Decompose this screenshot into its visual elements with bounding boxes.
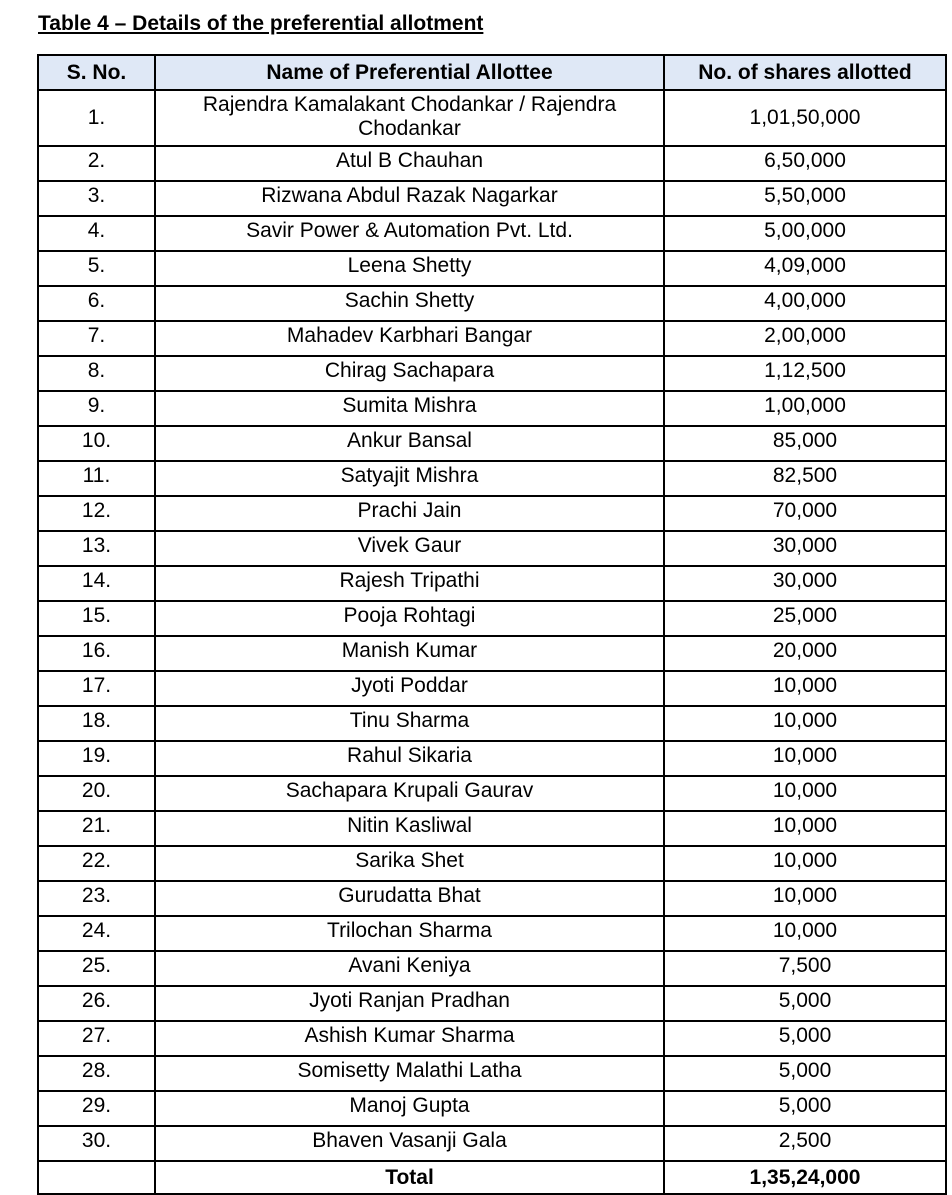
shares-cell: 1,12,500 bbox=[664, 356, 946, 391]
table-row bbox=[38, 916, 946, 951]
shares-cell: 5,50,000 bbox=[664, 181, 946, 216]
sno-cell: 22. bbox=[38, 846, 155, 881]
table-row bbox=[38, 181, 946, 216]
table-row bbox=[38, 531, 946, 566]
sno-cell: 12. bbox=[38, 496, 155, 531]
table-row bbox=[38, 811, 946, 846]
allottee-name-cell: Pooja Rohtagi bbox=[155, 601, 664, 636]
table-row bbox=[38, 251, 946, 286]
sno-cell: 21. bbox=[38, 811, 155, 846]
table-row bbox=[38, 636, 946, 671]
header-row bbox=[38, 55, 946, 90]
table-row bbox=[38, 741, 946, 776]
sno-cell: 3. bbox=[38, 181, 155, 216]
shares-cell: 10,000 bbox=[664, 916, 946, 951]
shares-cell: 10,000 bbox=[664, 881, 946, 916]
table-row bbox=[38, 461, 946, 496]
allottee-name-cell: Sachin Shetty bbox=[155, 286, 664, 321]
table-title: Table 4 – Details of the preferential allotment bbox=[38, 12, 484, 35]
shares-cell: 5,000 bbox=[664, 1021, 946, 1056]
allottee-name-cell: Jyoti Ranjan Pradhan bbox=[155, 986, 664, 1021]
allottee-name-cell: Satyajit Mishra bbox=[155, 461, 664, 496]
sno-cell: 17. bbox=[38, 671, 155, 706]
shares-cell: 25,000 bbox=[664, 601, 946, 636]
allottee-name-cell: Atul B Chauhan bbox=[155, 146, 664, 181]
sno-cell: 25. bbox=[38, 951, 155, 986]
column-header-sno: S. No. bbox=[38, 55, 155, 90]
sno-cell: 11. bbox=[38, 461, 155, 496]
allottee-name-cell: Tinu Sharma bbox=[155, 706, 664, 741]
total-label: Total bbox=[155, 1161, 664, 1194]
sno-cell: 1. bbox=[38, 90, 155, 146]
allottee-name-cell: Jyoti Poddar bbox=[155, 671, 664, 706]
allottee-name-cell: Somisetty Malathi Latha bbox=[155, 1056, 664, 1091]
table-row bbox=[38, 356, 946, 391]
table-row bbox=[38, 216, 946, 251]
shares-cell: 30,000 bbox=[664, 531, 946, 566]
shares-cell: 2,500 bbox=[664, 1126, 946, 1161]
shares-cell: 5,000 bbox=[664, 1056, 946, 1091]
table-row bbox=[38, 1091, 946, 1126]
allottee-name-cell: Savir Power & Automation Pvt. Ltd. bbox=[155, 216, 664, 251]
allottee-name-cell: Sarika Shet bbox=[155, 846, 664, 881]
shares-cell: 82,500 bbox=[664, 461, 946, 496]
shares-cell: 10,000 bbox=[664, 706, 946, 741]
sno-cell: 2. bbox=[38, 146, 155, 181]
sno-cell: 20. bbox=[38, 776, 155, 811]
shares-cell: 6,50,000 bbox=[664, 146, 946, 181]
sno-cell: 5. bbox=[38, 251, 155, 286]
table-row bbox=[38, 1021, 946, 1056]
allottee-name-cell: Sumita Mishra bbox=[155, 391, 664, 426]
shares-cell: 5,000 bbox=[664, 1091, 946, 1126]
shares-cell: 1,01,50,000 bbox=[664, 90, 946, 146]
allottee-name-cell: Leena Shetty bbox=[155, 251, 664, 286]
shares-cell: 4,09,000 bbox=[664, 251, 946, 286]
sno-cell: 16. bbox=[38, 636, 155, 671]
shares-cell: 30,000 bbox=[664, 566, 946, 601]
sno-cell: 19. bbox=[38, 741, 155, 776]
allottee-name-cell: Ashish Kumar Sharma bbox=[155, 1021, 664, 1056]
sno-cell: 30. bbox=[38, 1126, 155, 1161]
table-row bbox=[38, 601, 946, 636]
table-row bbox=[38, 146, 946, 181]
allottee-name-cell: Vivek Gaur bbox=[155, 531, 664, 566]
table-row bbox=[38, 391, 946, 426]
table-row bbox=[38, 496, 946, 531]
allottee-name-cell: Trilochan Sharma bbox=[155, 916, 664, 951]
shares-cell: 10,000 bbox=[664, 741, 946, 776]
sno-cell: 8. bbox=[38, 356, 155, 391]
shares-cell: 10,000 bbox=[664, 671, 946, 706]
table-row bbox=[38, 846, 946, 881]
shares-cell: 4,00,000 bbox=[664, 286, 946, 321]
allottee-name-cell: Manish Kumar bbox=[155, 636, 664, 671]
allottee-name-cell: Avani Keniya bbox=[155, 951, 664, 986]
table-row bbox=[38, 706, 946, 741]
sno-cell: 14. bbox=[38, 566, 155, 601]
sno-cell: 10. bbox=[38, 426, 155, 461]
table-row bbox=[38, 426, 946, 461]
table-row bbox=[38, 881, 946, 916]
column-header-name: Name of Preferential Allottee bbox=[155, 55, 664, 90]
column-header-shares: No. of shares allotted bbox=[664, 55, 946, 90]
allottee-name-cell: Nitin Kasliwal bbox=[155, 811, 664, 846]
sno-cell: 4. bbox=[38, 216, 155, 251]
table-row bbox=[38, 1126, 946, 1161]
shares-cell: 10,000 bbox=[664, 811, 946, 846]
allottee-name-cell: Rajesh Tripathi bbox=[155, 566, 664, 601]
sno-cell: 9. bbox=[38, 391, 155, 426]
sno-cell: 23. bbox=[38, 881, 155, 916]
allottee-name-cell: Bhaven Vasanji Gala bbox=[155, 1126, 664, 1161]
total-shares: 1,35,24,000 bbox=[664, 1161, 946, 1194]
table-row bbox=[38, 286, 946, 321]
allottee-name-cell: Rajendra Kamalakant Chodankar / Rajendra Chodankar bbox=[155, 90, 664, 146]
allottee-name-cell: Prachi Jain bbox=[155, 496, 664, 531]
table-row bbox=[38, 90, 946, 146]
table-row bbox=[38, 566, 946, 601]
shares-cell: 2,00,000 bbox=[664, 321, 946, 356]
table-row bbox=[38, 986, 946, 1021]
sno-cell: 18. bbox=[38, 706, 155, 741]
shares-cell: 70,000 bbox=[664, 496, 946, 531]
shares-cell: 85,000 bbox=[664, 426, 946, 461]
table-header bbox=[38, 55, 946, 90]
allottee-name-cell: Rahul Sikaria bbox=[155, 741, 664, 776]
table-row bbox=[38, 321, 946, 356]
table-row bbox=[38, 1056, 946, 1091]
shares-cell: 10,000 bbox=[664, 776, 946, 811]
allottee-name-cell: Rizwana Abdul Razak Nagarkar bbox=[155, 181, 664, 216]
sno-cell: 15. bbox=[38, 601, 155, 636]
sno-cell: 27. bbox=[38, 1021, 155, 1056]
shares-cell: 1,00,000 bbox=[664, 391, 946, 426]
sno-cell: 13. bbox=[38, 531, 155, 566]
sno-cell: 28. bbox=[38, 1056, 155, 1091]
table-row bbox=[38, 671, 946, 706]
shares-cell: 5,000 bbox=[664, 986, 946, 1021]
allottee-name-cell: Gurudatta Bhat bbox=[155, 881, 664, 916]
shares-cell: 5,00,000 bbox=[664, 216, 946, 251]
table-body bbox=[38, 90, 946, 1161]
shares-cell: 10,000 bbox=[664, 846, 946, 881]
sno-cell: 29. bbox=[38, 1091, 155, 1126]
allottee-name-cell: Manoj Gupta bbox=[155, 1091, 664, 1126]
allottee-name-cell: Ankur Bansal bbox=[155, 426, 664, 461]
allottee-name-cell: Chirag Sachapara bbox=[155, 356, 664, 391]
allottee-name-cell: Sachapara Krupali Gaurav bbox=[155, 776, 664, 811]
sno-cell: 26. bbox=[38, 986, 155, 1021]
shares-cell: 20,000 bbox=[664, 636, 946, 671]
allotment-table bbox=[37, 54, 947, 1195]
table-row bbox=[38, 951, 946, 986]
table-row bbox=[38, 776, 946, 811]
sno-cell: 7. bbox=[38, 321, 155, 356]
sno-cell: 24. bbox=[38, 916, 155, 951]
allottee-name-cell: Mahadev Karbhari Bangar bbox=[155, 321, 664, 356]
sno-cell: 6. bbox=[38, 286, 155, 321]
shares-cell: 7,500 bbox=[664, 951, 946, 986]
